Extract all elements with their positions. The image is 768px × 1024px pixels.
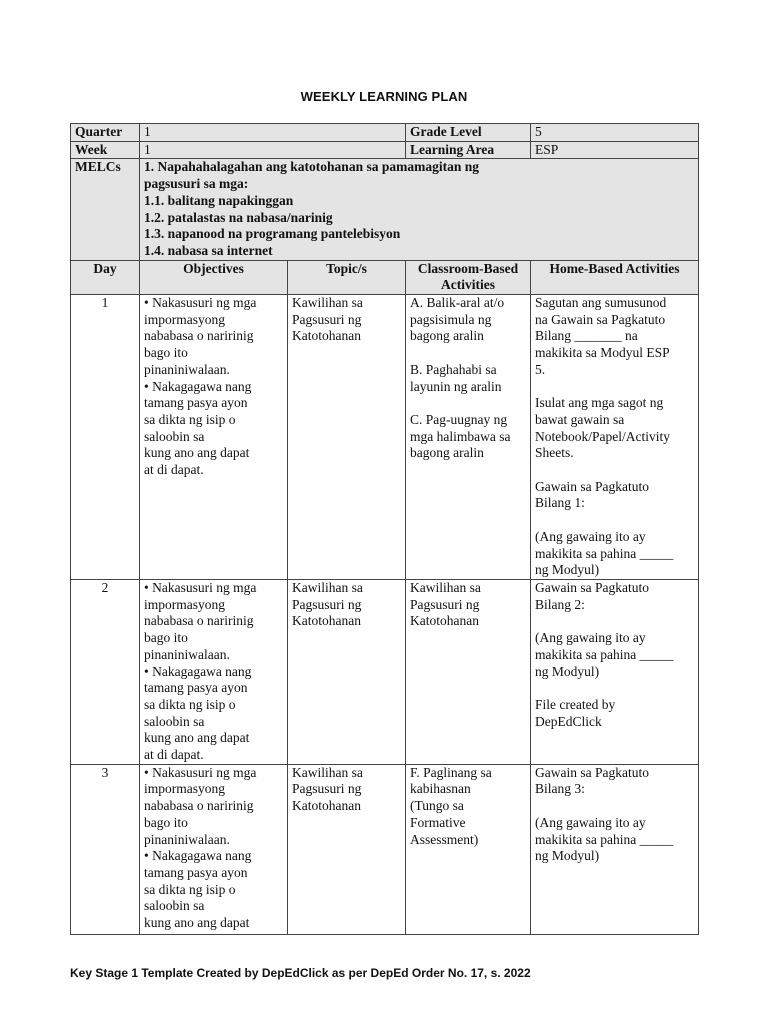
learning-area-value: ESP <box>531 141 699 159</box>
melcs-row <box>71 159 699 260</box>
header-classroom-activities: Classroom-Based Activities <box>406 260 531 294</box>
day-cell: 2 <box>71 579 140 764</box>
topic-cell: Kawilihan sa Pagsusuri ng Katotohanan <box>288 295 406 580</box>
home-activities-cell: Sagutan ang sumusunod na Gawain sa Pagkatuto Bilang _______ na makikita sa Modyul ESP 5. Isulat ang mga sagot ng bawat gawain sa Notebook/Papel/Activity Sheets. Gawain sa Pagkatuto Bilang 1: (Ang gawaing ito ay makikita sa pahina _____ ng Modyul) <box>531 295 699 580</box>
table-row <box>71 295 699 580</box>
classroom-activities-cell: Kawilihan sa Pagsusuri ng Katotohanan <box>406 579 531 764</box>
page-footer: Key Stage 1 Template Created by DepEdClick as per DepEd Order No. 17, s. 2022 <box>70 966 531 980</box>
quarter-label: Quarter <box>71 124 140 142</box>
day-cell: 3 <box>71 764 140 934</box>
quarter-value: 1 <box>140 124 406 142</box>
classroom-activities-cell: A. Balik-aral at/o pagsisimula ng bagong aralin B. Paghahabi sa layunin ng aralin C. Pag-uugnay ng mga halimbawa sa bagong aralin <box>406 295 531 580</box>
home-activities-cell: Gawain sa Pagkatuto Bilang 2: (Ang gawaing ito ay makikita sa pahina _____ ng Modyul) File created by DepEdClick <box>531 579 699 764</box>
header-day: Day <box>71 260 140 294</box>
week-value: 1 <box>140 141 406 159</box>
topic-cell: Kawilihan sa Pagsusuri ng Katotohanan <box>288 764 406 934</box>
table-row <box>71 579 699 764</box>
learning-area-label: Learning Area <box>406 141 531 159</box>
objectives-cell: • Nakasusuri ng mga impormasyong nababasa o naririnig bago ito pinaniniwalaan. • Nakagagawa nang tamang pasya ayon sa dikta ng isip o saloobin sa kung ano ang dapat at di dapat. <box>140 295 288 580</box>
melcs-label: MELCs <box>71 159 140 260</box>
week-row <box>71 141 699 159</box>
weekly-learning-plan-table <box>70 123 699 935</box>
document-title: WEEKLY LEARNING PLAN <box>300 89 468 104</box>
column-header-row <box>71 260 699 294</box>
melcs-text: 1. Napahahalagahan ang katotohanan sa pamamagitan ng pagsusuri sa mga: 1.1. balitang napakinggan 1.2. patalastas na nabasa/narinig 1.3. napanood na programang pantelebisyon 1.4. nabasa sa internet <box>140 159 699 260</box>
objectives-cell: • Nakasusuri ng mga impormasyong nababasa o naririnig bago ito pinaniniwalaan. • Nakagagawa nang tamang pasya ayon sa dikta ng isip o saloobin sa kung ano ang dapat at di dapat. <box>140 579 288 764</box>
home-activities-cell: Gawain sa Pagkatuto Bilang 3: (Ang gawaing ito ay makikita sa pahina _____ ng Modyul) <box>531 764 699 934</box>
week-label: Week <box>71 141 140 159</box>
header-topics: Topic/s <box>288 260 406 294</box>
header-objectives: Objectives <box>140 260 288 294</box>
table-row <box>71 764 699 934</box>
header-home-activities: Home-Based Activities <box>531 260 699 294</box>
classroom-activities-cell: F. Paglinang sa kabihasnan (Tungo sa Formative Assessment) <box>406 764 531 934</box>
quarter-row <box>71 124 699 142</box>
objectives-cell: • Nakasusuri ng mga impormasyong nababasa o naririnig bago ito pinaniniwalaan. • Nakagagawa nang tamang pasya ayon sa dikta ng isip o saloobin sa kung ano ang dapat <box>140 764 288 934</box>
topic-cell: Kawilihan sa Pagsusuri ng Katotohanan <box>288 579 406 764</box>
day-cell: 1 <box>71 295 140 580</box>
grade-level-label: Grade Level <box>406 124 531 142</box>
grade-level-value: 5 <box>531 124 699 142</box>
